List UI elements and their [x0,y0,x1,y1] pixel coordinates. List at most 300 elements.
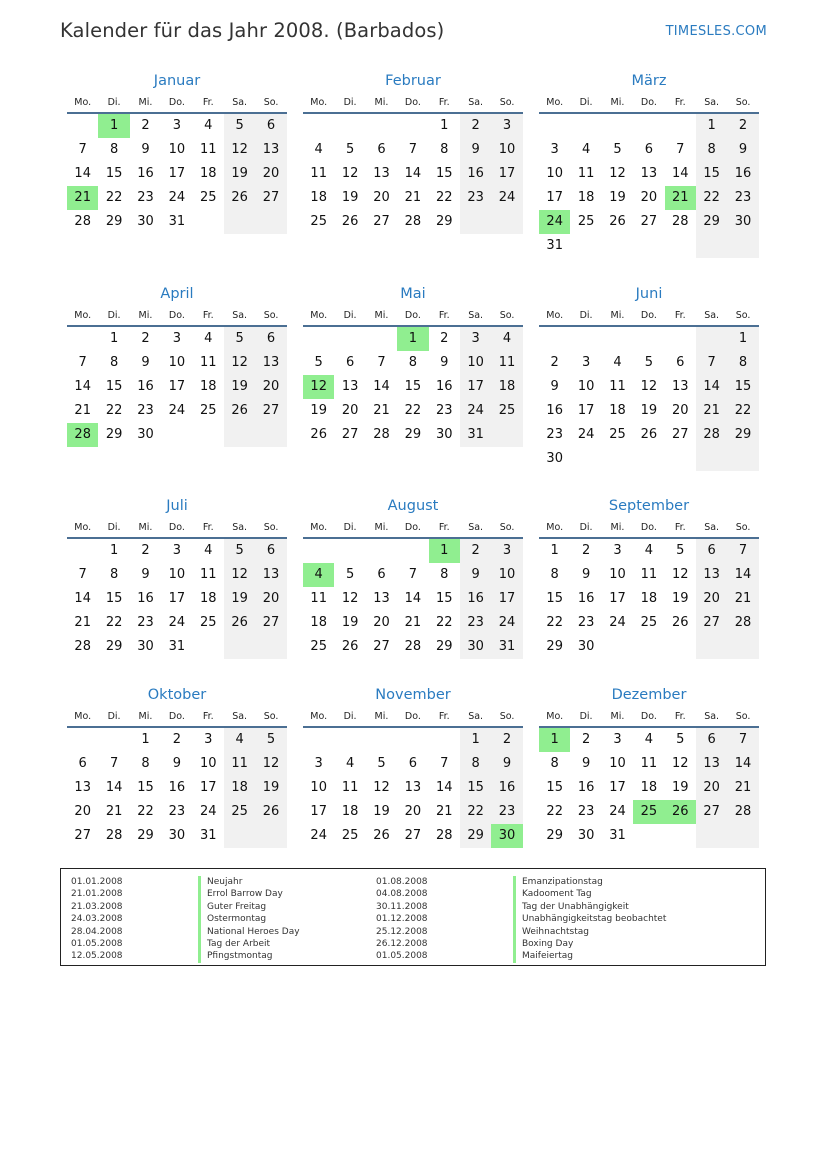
empty-cell [303,539,334,563]
day-cell: 20 [255,162,286,186]
day-cell: 12 [609,166,626,181]
empty-cell [665,114,696,138]
day-cell: 18 [199,591,217,606]
day-cell: 9 [491,752,522,776]
weekday-label: Mo. [310,97,328,108]
weekday-label: So. [499,310,515,321]
empty-cell [665,635,696,659]
day-cell: 21 [665,186,696,210]
day-cell: 30 [137,639,154,654]
day-cell: 28 [74,214,91,229]
day-cell: 20 [671,403,689,418]
day-cell: 18 [491,375,522,399]
day-cell: 12 [341,591,359,606]
empty-cell [633,327,664,351]
empty-cell [366,539,397,563]
weekday-label: So. [499,711,515,722]
day-cell: 7 [78,142,87,157]
weekday-label: Mo. [546,711,564,722]
legend-holiday-date: 01.05.2008 [376,951,428,962]
day-cell: 20 [373,615,390,630]
day-cell: 10 [609,756,626,771]
day-cell: 7 [727,539,758,563]
day-cell: 12 [224,563,255,587]
day-cell: 17 [310,804,327,819]
empty-cell [696,824,727,848]
day-cell: 11 [199,567,217,582]
weekday-label: Sa. [232,97,248,108]
day-cell: 8 [460,752,491,776]
empty-cell [665,447,696,471]
day-cell: 14 [373,379,390,394]
weekday-label: Mo. [310,522,328,533]
day-cell: 7 [408,567,417,582]
day-cell: 5 [676,732,685,747]
day-grid [539,114,759,258]
day-cell: 4 [581,142,591,157]
day-cell: 3 [581,355,591,370]
day-cell: 30 [435,427,453,442]
day-cell: 15 [105,166,123,181]
day-cell: 3 [613,732,622,747]
day-cell: 31 [460,423,491,447]
month-0 [67,72,287,234]
legend-holiday-name: Tag der Arbeit [198,938,300,950]
day-cell: 1 [550,543,559,558]
day-cell: 5 [613,142,622,157]
empty-cell [633,824,664,848]
day-cell: 3 [550,142,559,157]
legend-holiday-date: 24.03.2008 [71,914,123,925]
day-cell: 28 [404,639,422,654]
day-cell: 15 [727,375,758,399]
day-cell: 2 [141,331,150,346]
empty-cell [334,539,365,563]
day-grid [67,728,287,848]
legend-holiday-name: Errol Barrow Day [198,888,300,900]
day-cell: 9 [727,138,758,162]
day-cell: 9 [172,756,181,771]
empty-cell [255,210,286,234]
empty-cell [161,423,192,447]
day-cell: 10 [460,351,491,375]
day-cell: 18 [609,403,626,418]
day-cell: 17 [577,403,595,418]
weekday-label: Fr. [202,522,214,533]
day-grid [67,114,287,234]
day-cell: 27 [341,427,359,442]
legend-holiday-date: 12.05.2008 [71,951,123,962]
day-cell: 4 [204,118,213,133]
day-grid [303,728,523,848]
weekday-label: Mi. [610,310,625,321]
day-cell: 27 [255,399,286,423]
day-cell: 6 [644,142,653,157]
weekday-label: Di. [343,522,357,533]
day-cell: 19 [224,162,255,186]
day-cell: 8 [109,142,119,157]
day-cell: 3 [204,732,213,747]
day-cell: 29 [727,423,758,447]
legend-holiday-date: 01.01.2008 [71,877,123,887]
day-cell: 28 [435,828,453,843]
day-cell: 18 [310,190,327,205]
day-cell: 29 [105,427,123,442]
day-cell: 12 [255,752,286,776]
day-cell: 21 [696,399,727,423]
weekday-label: Do. [404,97,421,108]
day-cell: 2 [141,118,150,133]
weekday-label: Fr. [674,310,686,321]
day-cell: 26 [310,427,327,442]
empty-cell [224,423,255,447]
day-cell: 14 [404,591,422,606]
day-cell: 1 [397,327,428,351]
weekday-label: Do. [168,522,185,533]
day-cell: 7 [109,756,119,771]
day-cell: 26 [255,800,286,824]
weekday-label: Di. [107,522,121,533]
day-cell: 31 [168,214,186,229]
day-cell: 1 [98,114,129,138]
day-cell: 20 [255,587,286,611]
weekday-label: Fr. [438,310,450,321]
legend-holiday-name: Ostermontag [198,913,300,925]
day-cell: 2 [491,728,522,752]
day-cell: 27 [373,214,390,229]
legend-holiday-name: Boxing Day [513,938,666,950]
day-cell: 13 [640,166,658,181]
month-name: Mai [400,286,426,302]
day-cell: 2 [727,114,758,138]
brand-link[interactable]: TIMESLES.COM [665,24,767,39]
day-cell: 17 [168,166,186,181]
empty-cell [255,824,286,848]
day-cell: 27 [671,427,689,442]
day-cell: 12 [224,138,255,162]
day-cell: 16 [546,403,563,418]
day-cell: 10 [168,567,186,582]
day-cell: 8 [696,138,727,162]
weekday-label: Mo. [546,310,564,321]
day-cell: 14 [74,591,91,606]
empty-cell [98,728,129,752]
legend-holiday-name: Unabhängigkeitstag beobachtet [513,913,666,925]
day-cell: 4 [204,543,213,558]
month-name: März [631,73,667,89]
day-cell: 29 [435,639,453,654]
day-cell: 13 [341,379,359,394]
month-name: Juni [635,286,663,302]
legend-holiday-date: 21.03.2008 [71,901,123,912]
weekday-header [67,519,287,539]
empty-cell [633,234,664,258]
day-cell: 14 [74,379,91,394]
day-cell: 21 [373,403,390,418]
day-cell: 17 [609,591,626,606]
weekday-label: Mi. [374,522,389,533]
day-cell: 10 [168,355,186,370]
weekday-label: Fr. [438,711,450,722]
day-cell: 7 [408,142,417,157]
day-cell: 5 [224,114,255,138]
day-cell: 23 [137,403,154,418]
day-cell: 22 [105,190,123,205]
day-cell: 29 [696,210,727,234]
day-cell: 8 [141,756,150,771]
weekday-label: Di. [107,711,121,722]
day-cell: 2 [460,114,491,138]
day-cell: 27 [696,800,727,824]
day-cell: 29 [105,214,123,229]
weekday-label: Mo. [74,310,92,321]
day-cell: 1 [109,543,119,558]
weekday-label: Sa. [468,522,484,533]
month-name: Februar [385,73,441,89]
day-cell: 11 [577,166,595,181]
day-cell: 14 [727,563,758,587]
day-grid [303,327,523,447]
day-cell: 15 [105,379,123,394]
day-cell: 22 [137,804,154,819]
day-cell: 4 [491,327,522,351]
legend-names-right [513,876,666,963]
day-cell: 12 [224,351,255,375]
day-cell: 24 [577,427,595,442]
day-cell: 12 [341,166,359,181]
empty-cell [633,635,664,659]
empty-cell [193,423,224,447]
legend-dates-right [376,876,428,963]
day-cell: 22 [696,186,727,210]
day-cell: 19 [671,591,689,606]
weekday-label: So. [263,522,279,533]
month-name: April [160,286,194,302]
weekday-label: Fr. [674,97,686,108]
weekday-label: Sa. [468,97,484,108]
day-cell: 20 [696,587,727,611]
weekday-label: Do. [640,97,657,108]
day-cell: 14 [404,166,422,181]
legend-names-left [198,876,300,963]
day-cell: 10 [609,567,626,582]
day-cell: 21 [727,776,758,800]
day-cell: 18 [341,804,359,819]
weekday-label: Mi. [138,522,153,533]
day-cell: 4 [303,563,334,587]
day-cell: 13 [696,563,727,587]
day-cell: 13 [255,138,286,162]
day-cell: 10 [310,780,327,795]
day-grid [303,539,523,659]
day-cell: 3 [314,756,323,771]
empty-cell [67,114,98,138]
day-cell: 27 [255,186,286,210]
empty-cell [397,114,428,138]
day-cell: 23 [137,190,154,205]
empty-cell [366,728,397,752]
day-cell: 29 [435,214,453,229]
day-cell: 25 [609,427,626,442]
day-cell: 6 [676,355,685,370]
day-cell: 16 [460,162,491,186]
weekday-label: So. [263,711,279,722]
day-cell: 14 [435,780,453,795]
day-cell: 23 [577,804,595,819]
day-cell: 19 [671,780,689,795]
day-cell: 31 [609,828,626,843]
empty-cell [727,635,758,659]
legend-holiday-name: Guter Freitag [198,901,300,913]
day-cell: 19 [310,403,327,418]
day-cell: 1 [440,118,449,133]
day-cell: 7 [440,756,449,771]
day-cell: 26 [671,615,689,630]
empty-cell [429,728,460,752]
day-cell: 25 [310,639,327,654]
day-grid [539,539,759,659]
day-cell: 5 [644,355,653,370]
weekday-header [303,307,523,327]
day-cell: 3 [460,327,491,351]
day-cell: 16 [137,591,154,606]
day-cell: 29 [546,828,563,843]
day-cell: 24 [460,399,491,423]
empty-cell [193,635,224,659]
day-cell: 14 [696,375,727,399]
month-name: Oktober [147,687,207,703]
day-cell: 2 [460,539,491,563]
day-cell: 20 [74,804,91,819]
day-cell: 7 [78,567,87,582]
weekday-label: Mo. [74,97,92,108]
day-cell: 20 [640,190,658,205]
day-cell: 11 [640,567,658,582]
day-cell: 1 [727,327,758,351]
day-cell: 15 [546,780,563,795]
day-cell: 27 [373,639,390,654]
weekday-label: Di. [579,522,593,533]
legend-holiday-date: 26.12.2008 [376,938,428,949]
weekday-label: Sa. [468,711,484,722]
day-cell: 5 [255,728,286,752]
day-cell: 23 [137,615,154,630]
day-cell: 17 [546,190,563,205]
day-cell: 2 [581,732,591,747]
weekday-label: Mi. [610,522,625,533]
weekday-label: Do. [168,310,185,321]
day-cell: 8 [408,355,417,370]
weekday-label: Sa. [232,522,248,533]
day-cell: 16 [137,166,154,181]
day-grid [539,728,759,848]
day-cell: 31 [168,639,186,654]
empty-cell [397,728,428,752]
day-cell: 19 [609,190,626,205]
weekday-label: So. [735,310,751,321]
legend-holiday-date: 28.04.2008 [71,926,123,937]
day-cell: 9 [141,567,150,582]
day-cell: 31 [546,238,563,253]
day-cell: 27 [696,611,727,635]
day-cell: 26 [224,399,255,423]
day-cell: 21 [435,804,453,819]
day-cell: 27 [255,611,286,635]
empty-cell [727,447,758,471]
month-name: August [387,498,439,514]
empty-cell [334,114,365,138]
day-cell: 3 [172,543,181,558]
day-cell: 21 [105,804,123,819]
empty-cell [67,327,98,351]
day-cell: 22 [435,615,453,630]
weekday-label: Mi. [138,711,153,722]
day-cell: 17 [491,162,522,186]
day-cell: 24 [491,186,522,210]
day-cell: 22 [460,800,491,824]
empty-cell [539,114,570,138]
day-cell: 8 [727,351,758,375]
weekday-header [539,307,759,327]
day-cell: 6 [696,728,727,752]
legend-holiday-name: National Heroes Day [198,926,300,938]
day-cell: 15 [435,166,453,181]
day-cell: 28 [671,214,689,229]
empty-cell [67,539,98,563]
day-cell: 27 [404,828,422,843]
day-cell: 15 [404,379,422,394]
weekday-label: Mi. [374,310,389,321]
day-cell: 14 [727,752,758,776]
day-cell: 3 [172,118,181,133]
day-cell: 24 [609,804,626,819]
day-cell: 17 [199,780,217,795]
day-cell: 12 [373,780,390,795]
weekday-label: So. [499,522,515,533]
day-cell: 14 [74,166,91,181]
day-cell: 5 [314,355,323,370]
day-cell: 2 [141,543,150,558]
day-grid [303,114,523,234]
day-cell: 9 [460,138,491,162]
day-cell: 19 [341,190,359,205]
month-name: November [375,687,451,703]
day-cell: 1 [429,539,460,563]
weekday-label: Mo. [546,97,564,108]
empty-cell [67,728,98,752]
day-cell: 22 [404,403,422,418]
empty-cell [602,635,633,659]
day-cell: 26 [341,639,359,654]
day-cell: 12 [640,379,658,394]
weekday-header [67,708,287,728]
empty-cell [602,447,633,471]
day-cell: 9 [141,142,150,157]
day-cell: 19 [373,804,390,819]
day-cell: 3 [491,539,522,563]
weekday-label: Mo. [74,522,92,533]
empty-cell [696,635,727,659]
holiday-legend [60,868,766,966]
legend-holiday-date: 04.08.2008 [376,889,428,900]
day-cell: 30 [577,639,595,654]
day-cell: 7 [696,351,727,375]
weekday-label: Mi. [138,310,153,321]
weekday-label: Di. [343,310,357,321]
day-cell: 4 [314,142,323,157]
empty-cell [366,327,397,351]
empty-cell [539,327,570,351]
